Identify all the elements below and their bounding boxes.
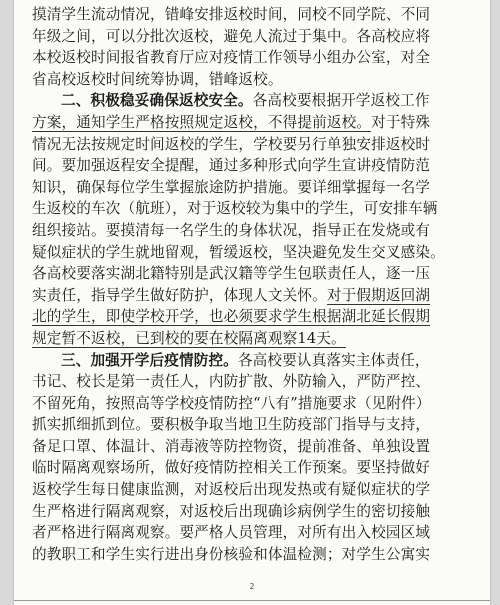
text-run: 实责任，指导学生做好防护，体现人文关怀。 <box>32 286 327 304</box>
text-line: 摸清学生流动情况，错峰安排返校时间，同校不同学院、不同 <box>32 6 431 23</box>
text-line: 的教职工和学生实行进出身份核验和体温检测；对学生公寓实 <box>32 545 431 563</box>
text-line: 年级之间，可以分批次返校，避免人流过于集中。各高校应将 <box>32 27 431 45</box>
document-page <box>14 0 490 605</box>
text-line: 抓实抓细抓到位。要积极争取当地卫生防疫部门指导与支持， <box>32 416 431 434</box>
text-line: 省高校返校时间统筹协调，错峰返校。 <box>32 70 283 88</box>
text-line: 情况无法按规定时间返校的学生，学校要另行单独安排返校时 <box>32 135 431 153</box>
underlined-text: 规定暂不返校，已到校的要在校隔离观察14天。 <box>32 329 346 347</box>
text-line <box>32 306 472 328</box>
text-run: 对于特殊 <box>371 113 431 131</box>
document-body <box>32 4 472 565</box>
text-line: 本校返校时间报省教育厅应对疫情工作领导小组办公室，对全 <box>32 49 431 67</box>
section-heading-2: 二、积极稳妥确保返校安全。 <box>61 92 253 110</box>
section-paragraph-3 <box>32 350 472 372</box>
text-line <box>32 328 472 350</box>
text-line: 返校学生每日健康监测，对返校后出现发热或有疑似症状的学 <box>32 481 431 499</box>
text-line <box>32 285 472 307</box>
underlined-text: 北的学生，即使学校开学，也必须要求学生根据湖北延长假期 <box>32 308 431 326</box>
text-run: 各高校要根据开学返校工作 <box>252 92 430 110</box>
text-line: 备足口罩、体温计、消毒液等防控物资，提前准备、单独设置 <box>32 437 431 455</box>
text-line: 不留死角，按照高等学校疫情防控“八有”措施要求（见附件） <box>32 394 431 412</box>
text-line: 生返校的车次（航班），对于返校较为集中的学生，可安排车辆 <box>32 200 438 218</box>
text-run: 各高校要认真落实主体责任， <box>237 351 430 369</box>
text-line: 间。要加强返程安全提醒，通过多种形式向学生宣讲疫情防范 <box>32 157 431 175</box>
page-bottom-edge <box>14 600 490 601</box>
text-line: 知识，确保每位学生掌握旅途防护措施。要详细掌握每一名学 <box>32 178 431 196</box>
text-line: 疑似症状的学生就地留观，暂缓返校，坚决避免发生交叉感染。 <box>32 243 445 261</box>
text-line: 各高校要落实湖北籍特别是武汉籍等学生包联责任人，逐一压 <box>32 265 431 283</box>
section-heading-3: 三、加强开学后疫情防控。 <box>61 351 238 369</box>
text-line: 书记、校长是第一责任人，内防扩散、外防输入，严防严控、 <box>32 373 431 391</box>
section-paragraph-2 <box>32 90 472 112</box>
underlined-text: 方案，通知学生严格按照规定返校，不得提前返校。 <box>32 113 372 131</box>
text-line: 临时隔离观察场所，做好疫情防控相关工作预案。要坚持做好 <box>32 459 431 477</box>
text-line: 组织接站。要摸清每一名学生的身体状况，指导正在发烧或有 <box>32 221 431 239</box>
text-line <box>32 112 472 134</box>
text-line: 生严格进行隔离观察，对返校后出现确诊病例学生的密切接触 <box>32 502 431 520</box>
text-line: 者严格进行隔离观察。要严格人员管理，对所有出入校园区域 <box>32 524 431 542</box>
underlined-text: 对于假期返回湖 <box>326 286 431 304</box>
page-number: 2 <box>249 582 255 591</box>
